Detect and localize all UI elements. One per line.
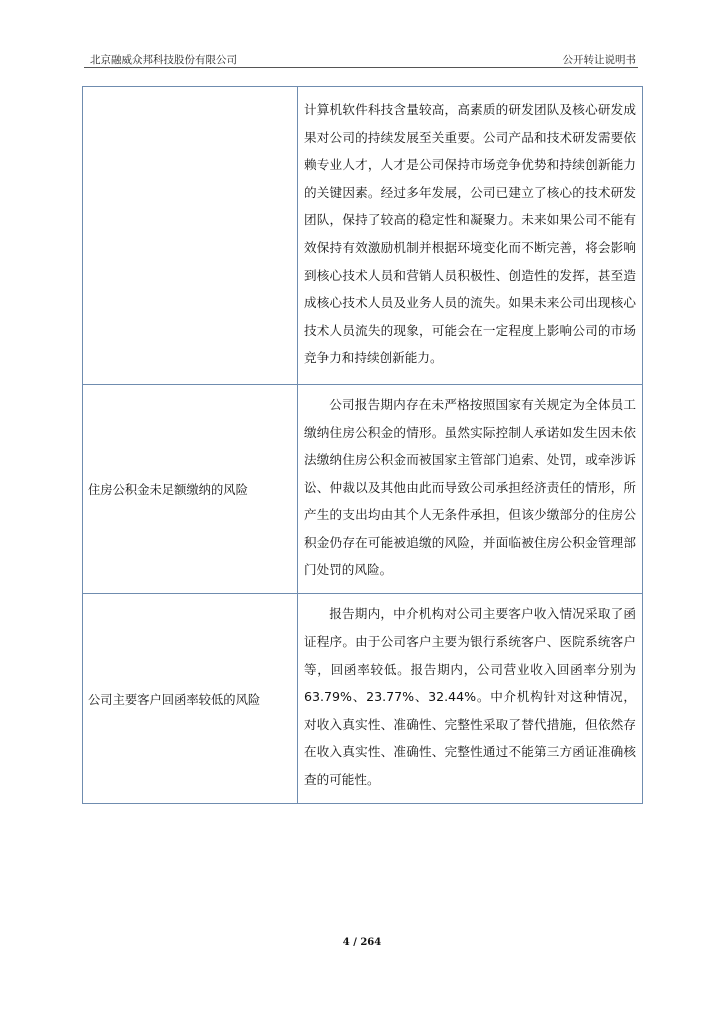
- risk-description-cell: [298, 594, 643, 804]
- risk-name: 公司主要客户回函率较低的风险: [88, 692, 261, 707]
- risk-description: 报告期内，中介机构对公司主要客户收入情况采取了函证程序。由于公司客户主要为银行系统客户、医院系统客户等，回函率较低。报告期内，公司营业收入回函率分别为63.79%、23.77%、32.44%。中介机构针对这种情况，对收入真实性、准确性、完整性采取了替代措施，但依然存在收入真实性、准确性、完整性通过不能第三方函证准确核查的可能性。: [304, 606, 636, 787]
- risk-name-cell: [83, 594, 298, 804]
- header-company-name: 北京融威众邦科技股份有限公司: [90, 54, 237, 66]
- page-number: 4 / 264: [342, 937, 382, 948]
- risk-description: 计算机软件科技含量较高，高素质的研发团队及核心研发成果对公司的持续发展至关重要。公司产品和技术研发需要依赖专业人才，人才是公司保持市场竞争优势和持续创新能力的关键因素。经过多年发展，公司已建立了核心的技术研发团队，保持了较高的稳定性和凝聚力。未来如果公司不能有效保持有效激励机制并根据环境变化而不断完善，将会影响到核心技术人员和营销人员积极性、创造性的发挥，甚至造成核心技术人员及业务人员的流失。如果未来公司出现核心技术人员流失的现象，可能会在一定程度上影响公司的市场竞争力和持续创新能力。: [304, 102, 636, 366]
- risk-name-cell: [83, 385, 298, 594]
- risk-description-cell: [298, 87, 643, 385]
- table-row: [83, 385, 643, 594]
- header-divider: [84, 67, 638, 68]
- table-row: [83, 87, 643, 385]
- risk-factor-table: [82, 86, 643, 804]
- risk-description: 公司报告期内存在未严格按照国家有关规定为全体员工缴纳住房公积金的情形。虽然实际控制人承诺如发生因未依法缴纳住房公积金而被国家主管部门追索、处罚，或牵涉诉讼、仲裁以及其他由此而导致公司承担经济责任的情形，所产生的支出均由其个人无条件承担，但该少缴部分的住房公积金仍存在可能被追缴的风险，并面临被住房公积金管理部门处罚的风险。: [304, 396, 636, 578]
- risk-description-cell: [298, 385, 643, 594]
- header-document-title: 公开转让说明书: [562, 54, 636, 66]
- table-row: [83, 594, 643, 804]
- risk-name: 住房公积金未足额缴纳的风险: [88, 483, 248, 497]
- risk-name-cell: [83, 87, 298, 385]
